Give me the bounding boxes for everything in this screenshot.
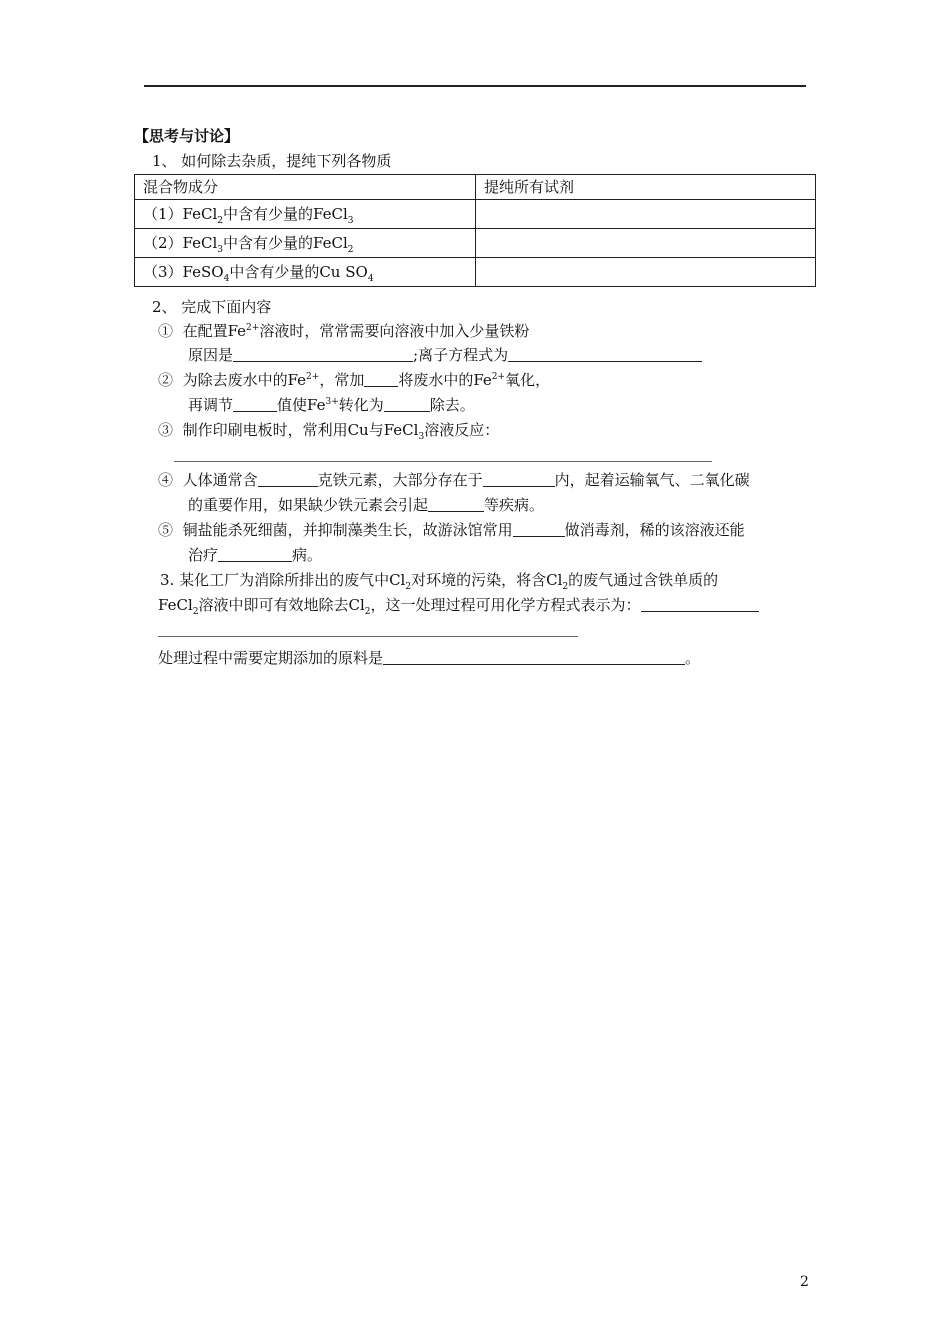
- q3-line-1: 3. 某化工厂为消除所排出的废气中$Cl_2$对环境的污染，将含$Cl_2$的废气通过含铁单质的: [160, 571, 719, 592]
- header-rule: [144, 85, 806, 87]
- reagent-cell[interactable]: [476, 258, 816, 287]
- answer-blank[interactable]: [384, 396, 430, 412]
- answer-blank[interactable]: [383, 649, 685, 665]
- table-row: [135, 229, 816, 258]
- answer-blank[interactable]: [233, 346, 413, 362]
- answer-blank[interactable]: [233, 396, 277, 412]
- q2-item-4-line-1: ④ 人体通常含 克铁元素，大部分存在于 内，起着运输氧气、二氧化碳: [158, 471, 750, 489]
- answer-blank[interactable]: [508, 346, 702, 362]
- q2-item-2-line-1: ② 为除去废水中的$Fe^{2+}$，常加 将废水中的$Fe^{2+}$氧化，: [158, 371, 551, 389]
- answer-blank[interactable]: [428, 496, 484, 512]
- answer-line[interactable]: [174, 461, 712, 462]
- answer-blank[interactable]: [218, 546, 292, 562]
- table-row: [135, 258, 816, 287]
- q2-item-5-line-1: ⑤ 铜盐能杀死细菌，并抑制藻类生长，故游泳馆常用 做消毒剂，稀的该溶液还能: [158, 521, 745, 539]
- section-heading: 【思考与讨论】: [134, 127, 240, 145]
- q1-title: 1、 如何除去杂质，提纯下列各物质: [152, 152, 392, 170]
- page-number: 2: [800, 1274, 809, 1290]
- q2-title: 2、 完成下面内容: [152, 298, 272, 316]
- answer-blank[interactable]: [641, 596, 759, 612]
- mixture-cell: （2）FeCl$_3$中含有少量的FeCl$_2$: [135, 229, 476, 258]
- col-reagent-header: 提纯所有试剂: [476, 175, 816, 200]
- table-row: [135, 200, 816, 229]
- mixture-cell: （1）FeCl$_2$中含有少量的FeCl$_3$: [135, 200, 476, 229]
- reagent-cell[interactable]: [476, 200, 816, 229]
- purification-table: [134, 174, 816, 287]
- table-header-row: [135, 175, 816, 200]
- answer-blank[interactable]: [483, 471, 555, 487]
- q3-line-3: 处理过程中需要定期添加的原料是 。: [158, 649, 701, 667]
- q2-item-4-line-2: 的重要作用，如果缺少铁元素会引起 等疾病。: [188, 496, 545, 514]
- answer-line[interactable]: [158, 636, 578, 637]
- q2-item-1-line-1: ① 在配置$Fe^{2+}$溶液时，常常需要向溶液中加入少量铁粉: [158, 322, 530, 340]
- answer-blank[interactable]: [258, 471, 318, 487]
- q3-line-2: FeCl$_2$溶液中即可有效地除去$Cl_2$，这一处理过程可用化学方程式表示为：: [158, 595, 759, 615]
- answer-blank[interactable]: [513, 521, 565, 537]
- answer-blank[interactable]: [364, 371, 398, 387]
- q2-item-5-line-2: 治疗 病。: [188, 546, 323, 564]
- q2-item-3: ③ 制作印刷电板时，常利用Cu与FeCl$_3$溶液反应：: [158, 421, 500, 442]
- q2-item-2-line-2: 再调节 值使$Fe^{3+}$转化为 除去。: [188, 396, 475, 414]
- mixture-cell: （3）FeSO$_4$中含有少量的Cu $SO_4$: [135, 258, 476, 287]
- col-mixture-header: 混合物成分: [135, 175, 476, 200]
- reagent-cell[interactable]: [476, 229, 816, 258]
- q2-item-1-line-2: 原因是 ;离子方程式为: [188, 345, 702, 365]
